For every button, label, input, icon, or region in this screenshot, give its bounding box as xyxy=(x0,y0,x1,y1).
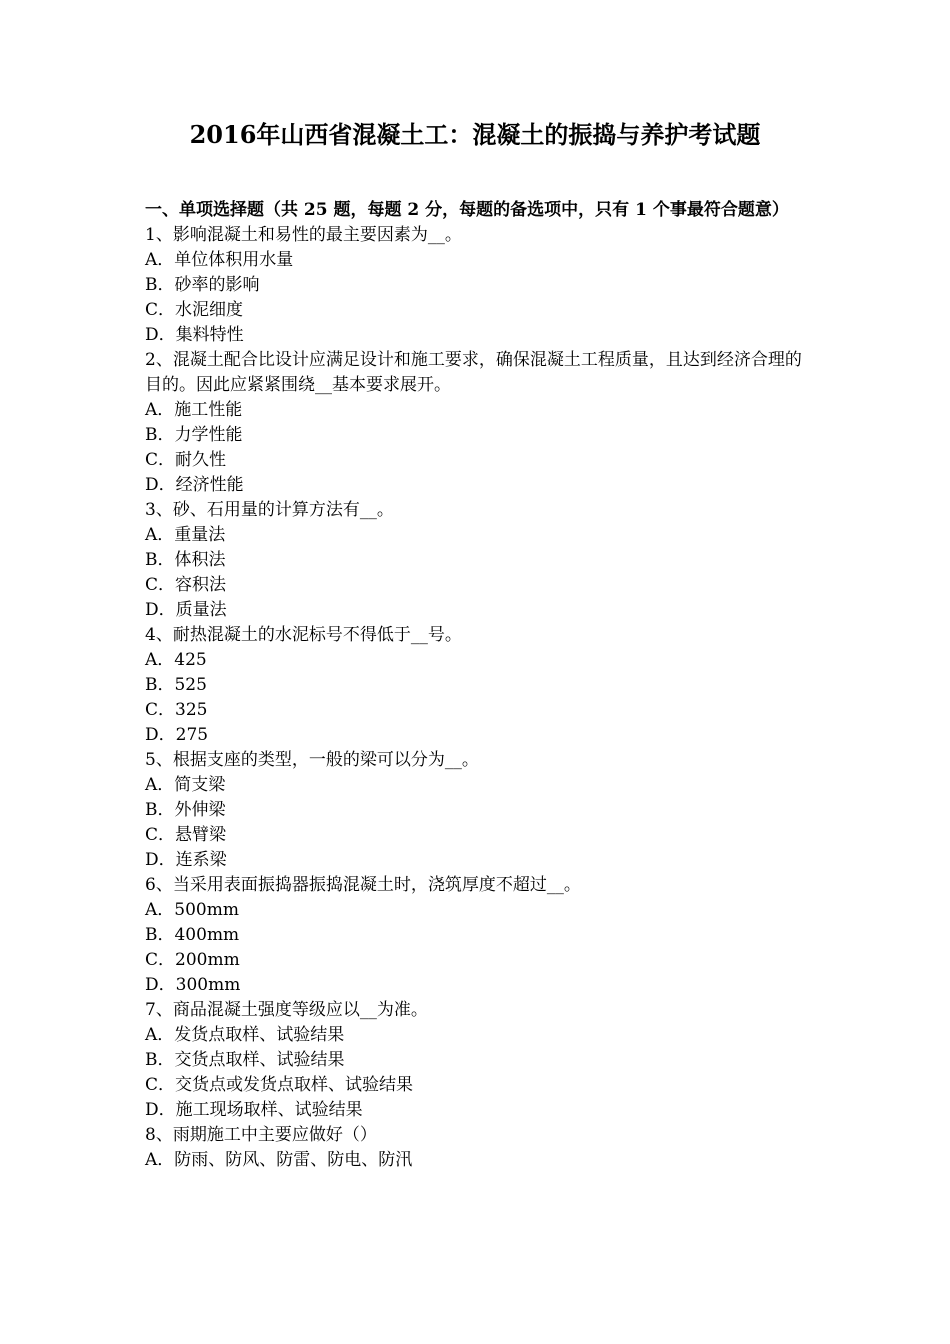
document-title: 2016年山西省混凝土工：混凝土的振捣与养护考试题 xyxy=(189,120,761,149)
question-7 xyxy=(145,998,810,1123)
option-d: D．300mm xyxy=(145,975,241,995)
option-b: B．400mm xyxy=(145,925,240,945)
option-b: B．外伸梁 xyxy=(145,800,226,820)
option-a: A．单位体积用水量 xyxy=(145,250,294,270)
option-a: A．简支梁 xyxy=(145,775,226,795)
option-c: C．水泥细度 xyxy=(145,300,244,320)
question-6 xyxy=(145,873,810,998)
option-c: C．悬臂梁 xyxy=(145,825,227,845)
option-list xyxy=(145,898,810,998)
question-stem: 2、混凝土配合比设计应满足设计和施工要求，确保混凝土工程质量，且达到经济合理的目的。因此应紧紧围绕__基本要求展开。 xyxy=(145,350,802,395)
question-5 xyxy=(145,748,810,873)
option-c: C．耐久性 xyxy=(145,450,227,470)
option-list xyxy=(145,398,810,498)
option-list xyxy=(145,1023,810,1123)
question-stem: 7、商品混凝土强度等级应以__为准。 xyxy=(145,1000,428,1020)
option-list xyxy=(145,248,810,348)
option-d: D．质量法 xyxy=(145,600,227,620)
option-list xyxy=(145,1148,810,1173)
option-d: D．经济性能 xyxy=(145,475,244,495)
question-stem: 5、根据支座的类型，一般的梁可以分为__。 xyxy=(145,750,479,770)
option-c: C．325 xyxy=(145,700,208,720)
option-d: D．连系梁 xyxy=(145,850,227,870)
document-body xyxy=(145,198,810,1173)
option-c: C．容积法 xyxy=(145,575,227,595)
option-a: A．防雨、防风、防雷、防电、防汛 xyxy=(145,1150,413,1170)
option-list xyxy=(145,773,810,873)
option-d: D．集料特性 xyxy=(145,325,244,345)
question-1 xyxy=(145,223,810,348)
option-d: D．施工现场取样、试验结果 xyxy=(145,1100,363,1120)
option-c: C．200mm xyxy=(145,950,240,970)
question-stem: 8、雨期施工中主要应做好（） xyxy=(145,1125,377,1145)
question-stem: 3、砂、石用量的计算方法有__。 xyxy=(145,500,394,520)
question-8 xyxy=(145,1123,810,1173)
option-a: A．施工性能 xyxy=(145,400,243,420)
option-c: C．交货点或发货点取样、试验结果 xyxy=(145,1075,414,1095)
option-b: B．交货点取样、试验结果 xyxy=(145,1050,345,1070)
option-b: B．力学性能 xyxy=(145,425,243,445)
option-b: B．525 xyxy=(145,675,207,695)
option-a: A．500mm xyxy=(145,900,239,920)
option-b: B．砂率的影响 xyxy=(145,275,260,295)
option-a: A．重量法 xyxy=(145,525,226,545)
question-stem: 1、影响混凝土和易性的最主要因素为__。 xyxy=(145,225,462,245)
option-d: D．275 xyxy=(145,725,209,745)
option-list xyxy=(145,648,810,748)
option-a: A．425 xyxy=(145,650,207,670)
question-stem: 6、当采用表面振捣器振捣混凝土时，浇筑厚度不超过__。 xyxy=(145,875,581,895)
option-b: B．体积法 xyxy=(145,550,226,570)
question-3 xyxy=(145,498,810,623)
question-list xyxy=(145,223,810,1173)
option-a: A．发货点取样、试验结果 xyxy=(145,1025,345,1045)
question-4 xyxy=(145,623,810,748)
section-heading: 一、单项选择题（共 25 题，每题 2 分，每题的备选项中，只有 1 个事最符合题意） xyxy=(145,200,789,220)
option-list xyxy=(145,523,810,623)
question-stem: 4、耐热混凝土的水泥标号不得低于__号。 xyxy=(145,625,462,645)
question-2 xyxy=(145,348,810,498)
